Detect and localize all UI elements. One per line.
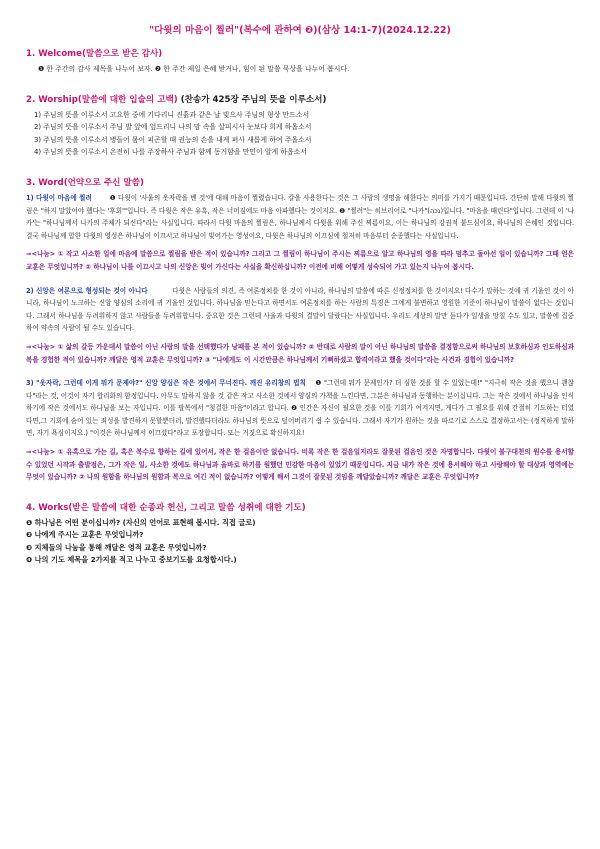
paragraph-1-body: ❶ 다윗이 '사울의 옷자락을 벤 것'에 대해 마음이 찔렸습니다. 칼을 사용한다는 것은 그 사람의 생명을 해한다는 의미를 가지기 때문입니다. 간단히 말해 다윗의 찔림은 "하지 말았어야 했다는 '후회'"입니다. 즉 다윗은 작은 유혹, 작은 너머짐에도 마음 아파했다는 것이지요. ❷ "찔려"는 히브리어로 "나카"(נכה)입니다. "마음을 때린다"입니다. 그런데 이 '나카'는 "하나님께서 나카의 주체가 되신다"라는 사실입니다. 따라서 다윗 마음의 찔림은, 하나님께서 다윗을 위해 주신 찌름이요, 이는 하나님의 강권적 붙드심이요, 하나님의 은혜인 것입니다. 결국 하나님께 합한 다윗의 영성은 하나님이 이끄시고 하나님이 빚어가는 영성이요, 다윗은 하나님의 이끄심에 철저히 마음부터 순종했다는 사실입니다. [26, 193, 574, 240]
word-paragraph-3 [26, 377, 574, 440]
paragraph-3-body: ❶ "그런데 뭐가 문제인가? 더 심한 것을 할 수 있었는데!" "지극히 작은 것을 했으니 괜찮다"라는 것, 이것이 자기 합리화의 함정입니다. 아무도 말하지 않을 것 같은 작고 사소한 것에서 양심의 가책을 느낀다면, 그분은 하나님과 동행하는 분이십니다. 그는 작은 것에서 하나님을 인식하기에 작은 것에서도 하나님을 보는 자입니다. 이를 팔복에서 "청결한 마음"이라고 합니다. ❷ 인간은 자신이 필요한 것을 이를 기회가 여겨지면, 게다가 그 필요를 위해 간절히 기도하는 터였다면,그 기회에 숨어 있는 죄성을 발견하지 못할뿐더러, 발견했다더라도 하나님의 뜻으로 덮어버리기 쉽 수 있습니다. 그래서 자기가 원하는 것을 따르기로 스스로 결정하고서는 (정직하게 말하면, 자기 욕심이지요.) "이것은 하나님께서 이끄셨다"라고 포장합니다. 또는 거짓으로 확신하지요! [26, 379, 575, 438]
section-word-heading: 3. Word(언약으로 주신 말씀) [26, 177, 144, 188]
sharing-question-3: ⇒<나눔> ① 유혹으로 가는 길, 혹은 복수로 향하는 길에 있어서, 작은 한 걸음이란 없습니다. 비록 작은 한 걸음일지라도 잘못된 걸음인 것은 자명합니다. 다윗이 불구대천의 원수를 용서할 수 있었던 시작과 출발점은, 그가 작은 일, 사소한 것에도 하나님과 올바로 하기를 원했던 민감한 마음이 있었기 때문입니다. 지금 내가 작은 것에 용서해야 하고 사랑해야 할 대상과 영역에는 무엇이 있습니까? ② 나의 원함을 하나님의 원함과 복으로 여긴 적이 없습니까? 어떻게 해서 그것이 잘못된 것임을 깨달았습니까? 깨달은 교훈은 무엇입니까? [26, 448, 574, 482]
works-item-1: ❶ 하나님은 어떤 분이십니까? (자신의 언어로 표현해 봅시다. 직접 글로) [26, 517, 256, 527]
section-welcome-heading: 1. Welcome(말씀으로 받은 감사) [26, 49, 163, 59]
sharing-question-2: ⇒<나눔> ① 삶의 갈등 가운데서 말씀이 아닌 사람의 말을 선택했다가 낭패를 본 적이 있습니까? ② 반대로 사람의 말이 아닌 하나님의 말씀을 결정함으로써 하나님의 보호하심과 인도하심과 복을 경험한 적이 있습니까? 깨달은 영적 교훈은 무엇입니까? ③ "나에게도 이 시간만큼은 하나님께서 기뻐하셨고 합격이라고 했을 것이다"라는 사건과 경험이 있습니까? [26, 342, 574, 364]
section-worship-heading [26, 93, 574, 105]
page-title: "다윗의 마음이 찔러"(복수에 관하여 ❷)(삼상 14:1-7)(2024.12.22) [149, 25, 451, 36]
worship-heading-label: 2. Worship(말씀에 대한 입술의 고백) [26, 94, 178, 105]
hymn-verse-3: 3) 주님의 뜻을 이루소서 병들어 몸이 피곤할 때 권능의 손을 내게 펴사 새롭게 하여 주옵소서 [34, 135, 312, 144]
paragraph-3-heading: 3) "옷자락, 그런데 이게 뭐가 문제야?" 신앙 양심은 작은 것에서 무너진다. 깨진 유리창의 법칙 [26, 379, 306, 388]
word-paragraph-1 [26, 192, 574, 242]
paragraph-2-heading: 2) 신앙은 여론으로 형성되는 것이 아니다 [26, 286, 148, 295]
hymn-title: (찬송가 425장 주님의 뜻을 이루소서) [180, 94, 327, 105]
word-paragraph-2 [26, 285, 574, 335]
section-works-heading: 4. Works(받은 말씀에 대한 순종과 헌신, 그리고 말씀 성취에 대한 기도) [26, 502, 306, 513]
works-list [26, 517, 574, 567]
works-item-2: ❷ 나에게 주시는 교훈은 무엇입니까? [26, 530, 144, 540]
welcome-text: ❶ 한 주간의 감사 제목을 나누어 보자. ❷ 한 주간 제일 은혜 받거나, 힘이 된 말씀 묵상을 나누어 봅시다. [38, 65, 350, 73]
hymn-verse-2: 2) 주님의 뜻을 이루소서 주님 발 앞에 엎드리니 나의 맘 속을 살피시사 눈보다 희게 하옵소서 [34, 123, 312, 132]
sharing-question-1: ⇒<나눔> ① 작고 사소한 일에 마음에 말씀으로 찔림을 받은 적이 있습니까? 그리고 그 찔림이 하나님이 주시는 찌름으로 알고 하나님의 영을 따라 멈추고 돌아선 일이 있습니까? 그때 얻은 교훈은 무엇입니까? ② 하나님이 나를 이끄시고 나의 신앙은 빚어 가신다는 사실을 확신하십니까? 이전에 비해 어떻게 성숙되어 가고 있는지 나누어 봅시다. [26, 250, 574, 271]
hymn-verse-4: 4) 주님의 뜻을 이루소서 온전히 나를 주장하사 주님과 함께 동거함을 만민이 알게 하옵소서 [34, 148, 307, 157]
paragraph-2-body: 다윗은 사람들의 의견, 즉 여론정치를 한 것이 아니라, 하나님의 말씀에 따른 신정정치를 한 것이지요! 다수가 말하는 것에 귀 기울인 것이 아니라, 하나님이 노크하는 신앙 양심의 소리에 귀 기울인 것입니다. 하나님을 믿는다고 하면서도 여론정치를 하는 사람의 특징은 그에게 불변하고 영원한 기준이 하나님이 말씀이 없다는 것입니다. 그래서 하나님을 두려워하지 않고 사람들을 두려워합니다. 중요한 것은 그런데 사울과 다윗의 결말이 달랐다는 사실입니다. 우리도 세상의 말만 듣다가 일생을 망칠 수도 있고, 말씀에 집중하여 약속의 사람이 될 수도 있습니다. [26, 286, 574, 333]
hymn-verse-1: 1) 주님의 뜻을 이루소서 고요한 중에 기다리니 진흙과 같은 날 빚으사 주님의 형상 만드소서 [34, 110, 310, 119]
paragraph-1-heading: 1) 다윗이 마음에 찔려 [26, 193, 92, 202]
page [26, 22, 574, 566]
works-item-3: ❸ 지체들의 나눔을 통해 깨달은 영적 교훈은 무엇입니까? [26, 542, 207, 552]
works-item-4: ❹ 나의 기도 제목을 2가지를 적고 나누고 중보기도를 요청합시다.) [26, 555, 237, 565]
